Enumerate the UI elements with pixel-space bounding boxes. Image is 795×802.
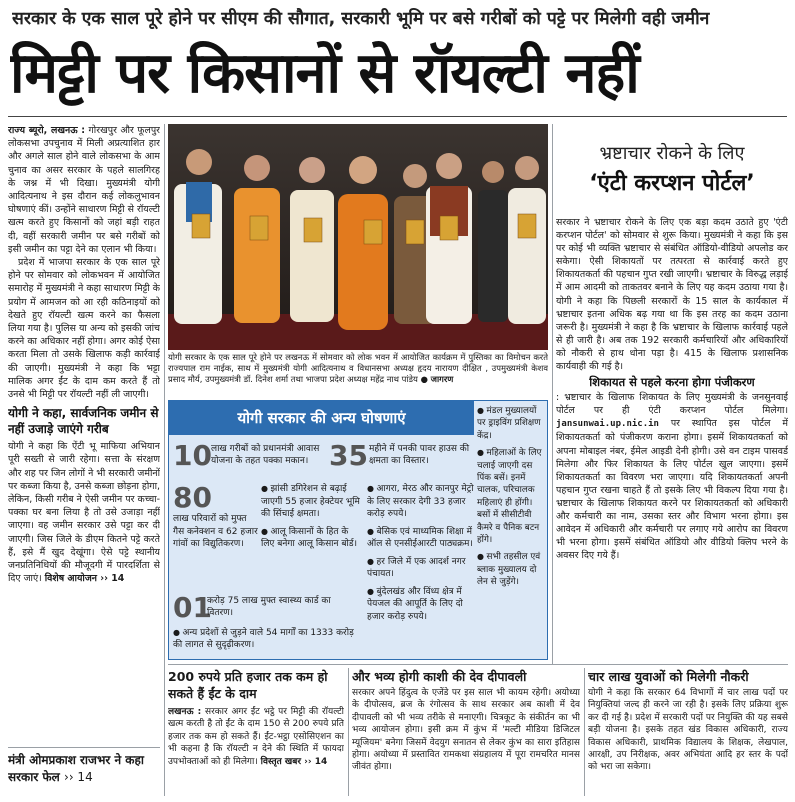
news-photo bbox=[168, 124, 548, 350]
teaser-rule bbox=[8, 747, 160, 748]
kashi-text: सरकार अपने हिंदुत्व के एजेंडे पर इस साल भी कायम रहेगी। अयोध्या के दीपोत्सव, ब्रज के रंगोत्सव के साथ सरकार अब काशी में देव दीपावली को भी भव्य तरीके से मनाएगी। चित्रकूट के संकीर्तन का भी भव्य आयोजन होगा। इसी क्रम में कुंभ में 'मल्टी मीडिया डिजिटल म्यूजियम' बनेगा जिसमें वेदयुग सनातन से लेकर कुंभ का सारा इतिहास होगा। अयोध्या में प्रस्तावित रामकथा संग्रहालय में पूरा रामचरित मानस जीवंत होगा। bbox=[352, 688, 580, 773]
kashi-story bbox=[352, 668, 580, 798]
anti-corruption-body bbox=[556, 216, 788, 664]
announcement-text-3: लाख परिवारों को मुफ्त गैस कनेक्शन व 62 हजार गांवों का विद्युतिकरण। bbox=[173, 514, 258, 549]
brick-price-dateline: लखनऊ : bbox=[168, 707, 202, 717]
brick-price-text bbox=[168, 706, 344, 768]
announcement-num-4: 01 bbox=[173, 591, 212, 624]
announcement-bullet-10: ● सभी तहसील एवं ब्लाक मुख्यालय दो लेन से जुड़ेंगे। bbox=[477, 551, 545, 588]
announcement-item-4 bbox=[173, 591, 361, 625]
announcement-text-4: करोड़ 75 लाख मुफ्त स्वास्थ्य कार्ड का वितरण। bbox=[207, 596, 331, 618]
announcement-text-2: महीने में पनकी पावर हाउस की क्षमता का विस्तार। bbox=[369, 444, 470, 466]
teaser-ref: ›› 14 bbox=[64, 770, 93, 784]
dateline: राज्य ब्यूरो, लखनऊ : bbox=[8, 125, 86, 136]
announcement-bullet-9: ● महिलाओं के लिए चलाई जाएगी दस पिंक बसें। इनमें चालक, परिचालक महिलाएं ही होंगी। बसों में सीसीटीवी कैमरे व पैनिक बटन होंगे। bbox=[477, 447, 545, 546]
bottom-rule bbox=[168, 664, 788, 665]
anti-corruption-title-1: भ्रष्टाचार रोकने के लिए bbox=[599, 143, 745, 164]
announcement-bullet-6: ● बुंदेलखंड और विंध्य क्षेत्र में पेयजल की आपूर्ति के लिए दो हजार करोड़ रुपये। bbox=[367, 586, 475, 624]
lead-column bbox=[8, 124, 160, 744]
registration-text-b: पर स्थापित इस पोर्टल में शिकायतकर्ता को पंजीकरण कराना होगा। इसमें शिकायतकर्ता को अपना मोबाइल नंबर, ईमेल आइडी देनी होगी। उसे वन टाइम पासवर्ड मिलेगा और फिर शिकायत के लिए पोर्टल खुल जाएगा। इसमें शिकायतकर्ता का विवरण भरा जाएगा। यदि शिकायतकर्ता अपनी पहचान गुप्त रखना चाहते हैं तो इसके लिए भी विकल्प दिया गया है। भ्रष्टाचार के खिलाफ शिकायत करने पर शिकायतकर्ता को अधिकारी और कर्मचारी का नाम, उसका स्तर और विभाग भरना होगा। इस आवेदन में अधिकारी और कर्मचारी पर लगाए गये आरोप का विवरण भी भरना होगा। इसमें संबंधित ऑडियो और वीडियो क्लिप भरने के अवसर दिए गये हैं। bbox=[556, 418, 788, 562]
portal-url[interactable]: jansunwai.up.nic.in bbox=[556, 419, 659, 430]
brick-price-ref[interactable]: विस्तृत खबर ›› 14 bbox=[260, 756, 328, 767]
jobs-headline: चार लाख युवाओं को मिलेगी नौकरी bbox=[588, 669, 749, 684]
announcement-num-1: 10 bbox=[173, 439, 212, 472]
lead-subhead: योगी ने कहा, सार्वजनिक जमीन से नहीं उजाड़े जाएंगे गरीब bbox=[8, 406, 159, 437]
announcement-item-2 bbox=[329, 441, 475, 477]
photo-caption-text: योगी सरकार के एक साल पूरे होने पर लखनऊ में सोमवार को लोक भवन में आयोजित कार्यक्रम में पुस्तिका का विमोचन करते राज्यपाल राम नाईक, साथ में मुख्यमंत्री योगी आदित्यनाथ व विधानसभा अध्यक्ष हृदय नारायण दीक्षित , उपमुख्यमंत्री केशव प्रसाद मौर्य, उपमुख्यमंत्री डॉ. दिनेश शर्मा तथा भाजपा प्रदेश अध्यक्ष महेंद्र नाथ पांडेय bbox=[168, 352, 548, 384]
lead-para-3-ref[interactable]: विशेष आयोजन ›› 14 bbox=[44, 573, 125, 585]
col-rule-2 bbox=[552, 124, 553, 664]
registration-subhead: शिकायत से पहले करना होगा पंजीकरण bbox=[589, 375, 755, 390]
photo-credit: ● जागरण bbox=[420, 374, 454, 384]
announcement-bullets-mid bbox=[261, 483, 361, 551]
lead-para-2: प्रदेश में भाजपा सरकार के एक साल पूरे होने पर सोमवार को लोकभवन में आयोजित समारोह में मुख्यमंत्री ने कहा साधारण मिट्टी के प्रयोग में आमजन को आ रही कठिनाइयों को देखते हुए रॉयल्टी खत्म करने का फैसला लिया गया है। पुलिस या अन्य को इसकी जांच करने का अधिकार नहीं होगा। अगर कोई ऐसा करता मिला तो उसके खिलाफ कड़ी कार्रवाई की जाएगी। मुख्यमंत्री ने कहा कि भट्टा मालिक अगर ईंट के दाम कम करते हैं तो उनसे भी मिट्टी पर रॉयल्टी नहीं ली जाएगी। bbox=[8, 257, 160, 401]
anti-corruption-para-1: सरकार ने भ्रष्टाचार रोकने के लिए एक बड़ा कदम उठाते हुए 'एंटी करप्शन पोर्टल' को सोमवार से शुरू किया। मुख्यमंत्री ने कहा कि इस पर कोई भी व्यक्ति भ्रष्टाचार से संबंधित ऑडियो-वीडियो अपलोड कर सकेगा। ऐसी शिकायतों पर तत्परता से कार्रवाई करते हुए शिकायतकर्ता की पहचान गुप्त रखी जाएगी। भ्रष्टाचार के विरुद्ध लड़ाई में आम आदमी को ताकतवर बनाने के लिए यह कदम उठाया गया है। योगी ने कहा कि पिछली सरकारों के 15 साल के कार्यकाल में भ्रष्टाचार इतना अधिक बढ़ गया था कि इस तरह का कदम उठाना जरूरी है। मुख्यमंत्री ने कहा है कि भ्रष्टाचार के खिलाफ कार्रवाई पहले से ही जारी है। अब तक 192 सरकारी कर्मचारियों और अधिकारियों को नौकरी से हाथ धोना पड़ा है। 415 के खिलाफ प्रशासनिक कार्यवाही की गई है। bbox=[556, 217, 788, 373]
lead-para-3 bbox=[8, 440, 160, 585]
photo-illustration bbox=[168, 124, 548, 350]
registration-text-a: : भ्रष्टाचार के खिलाफ शिकायत के लिए मुख्यमंत्री के जनसुनवाई पोर्टल पर ही एंटी करप्शन पोर्टल मिलेगा। bbox=[556, 392, 788, 417]
lead-para-1-text: गोरखपुर और फूलपुर लोकसभा उपचुनाव में मिली अप्रत्याशित हार और अगले साल होने वाले लोकसभा के आम चुनाव का असर सरकार के पहले सालगिरह के जश्न में भी दिखा। मुख्यमंत्री योगी आदित्यनाथ ने इस दौरान कई लोकलुभावन घोषणाएं कीं। उन्होंने साधारण मिट्टी से रॉयल्टी खत्म करते हुए किसानों को जहां बड़ी राहत दी, वहीं सरकारी जमीन पर बसे गरीबों को इसी जमीन का पट्टा देने का एलान भी किया। bbox=[8, 125, 160, 255]
announcement-num-3: 80 bbox=[173, 481, 212, 514]
photo-caption bbox=[168, 352, 548, 396]
anti-corruption-title-2: ‘एंटी करप्शन पोर्टल’ bbox=[589, 171, 755, 196]
anti-corruption-title bbox=[556, 140, 788, 212]
announcement-bullet-5: ● हर जिले में एक आदर्श नगर पंचायत। bbox=[367, 556, 475, 581]
announcement-bullet-7: ● अन्य प्रदेशों से जुड़ने वाले 54 मार्गों का 1333 करोड़ की लागत से सुदृढ़ीकरण। bbox=[173, 627, 361, 651]
announcement-bullet-8: ● मंडल मुख्यालयों पर ड्राइविंग प्रशिक्षण केंद्र। bbox=[477, 405, 545, 442]
announcement-bullet-1: ● झांसी डगिरेशन से बढ़ाई जाएगी 55 हजार हेक्टेयर भूमि की सिंचाई क्षमता। bbox=[261, 483, 361, 521]
anti-corruption-para-2 bbox=[556, 391, 788, 562]
announcement-num-2: 35 bbox=[329, 439, 368, 472]
lead-para-3-text: योगी ने कहा कि ऐंटी भू माफिया अभियान पूरी सख्ती से जारी रहेगा। सत्ता के संरक्षण और शह पर जिन लोगों ने भी सरकारी जमीनों पर कब्जा किया है, उनसे कब्जा छोड़ना होगा, लेकिन, किसी गरीब ने ऐसी जमीन पर कच्चा-पक्का घर बना लिया है तो उसे उजाड़ा नहीं जाएगा। वह जमीन सरकार उसे पट्टा कर दी जाएगी। जिस जिले के डीएम कितने पट्टे करते हैं, इसे मैं खुद देखूंगा। ऐसे पट्टे स्थानीय जनप्रतिनिधियों की मौजूदगी में पारदर्शिता से दिए जाएं। bbox=[8, 441, 160, 585]
headline-rule bbox=[8, 116, 787, 117]
lead-para-1 bbox=[8, 124, 160, 256]
announcements-box bbox=[168, 400, 548, 660]
col-rule-4 bbox=[584, 668, 585, 796]
announcement-item-3 bbox=[173, 483, 259, 593]
kicker: सरकार के एक साल पूरे होने पर सीएम की सौगात, सरकारी भूमि पर बसे गरीबों को पट्टे पर मिलेगी वही जमीन bbox=[12, 9, 710, 29]
teaser-text: मंत्री ओमप्रकाश राजभर ने कहा सरकार फेल bbox=[8, 753, 145, 784]
jobs-story bbox=[588, 668, 788, 798]
announcement-text-1: लाख गरीबों को प्रधानमंत्री आवास योजना के तहत पक्का मकान। bbox=[211, 444, 320, 466]
jobs-text: योगी ने कहा कि सरकार 64 विभागों में चार लाख पदों पर नियुक्तियां जल्द ही करने जा रही है। इसके लिए प्रक्रिया शुरू कर दी गई है। प्रदेश में सरकारी पदों पर नियुक्ति की यह सबसे बड़ी योजना है। इसके तहत खंड विकास अधिकारी, राज्य विकास अधिकारी, प्राथमिक विद्यालय के शिक्षक, लेखपाल, आरक्षी, उप निरीक्षक, अवर अभियंता आदि हर स्तर के पदों को भरा जा सकेगा। bbox=[588, 688, 788, 773]
announcement-bullet-4: ● बेसिक एवं माध्यमिक शिक्षा में ऑल से एनसीईआरटी पाठ्यक्रम। bbox=[367, 526, 475, 551]
col-rule-1 bbox=[164, 124, 165, 796]
brick-price-body: सरकार अगर ईंट भट्ठे पर मिट्टी की रॉयल्टी खत्म करती है तो ईंट के दाम 150 से 200 रुपये प्रति हजार तक कम हो सकते हैं। ईंट-भट्ठा एसोसिएशन का भी कहना है कि रॉयल्टी न देने की स्थिति में फायदा उपभोक्ताओं को ही मिलेगा। bbox=[168, 707, 344, 767]
teaser[interactable] bbox=[8, 752, 160, 796]
announcement-bullet-2: ● आलू किसानों के हित के लिए बनेगा आलू किसान बोर्ड। bbox=[261, 526, 361, 551]
announcements-title: योगी सरकार की अन्य घोषणाएं bbox=[169, 401, 474, 435]
announcement-bullets-side bbox=[477, 405, 545, 589]
announcement-item-1 bbox=[173, 441, 333, 477]
kashi-headline: और भव्य होगी काशी की देव दीपावली bbox=[352, 669, 527, 684]
announcement-bullets-right bbox=[367, 483, 475, 623]
brick-price-headline: 200 रुपये प्रति हजार तक कम हो सकते हैं ईंट के दाम bbox=[168, 669, 328, 701]
announcement-bullet-3: ● आगरा, मेरठ और कानपुर मेट्रो के लिए सरकार देगी 33 हजार करोड़ रुपये। bbox=[367, 483, 475, 521]
headline: मिट्टी पर किसानों से रॉयल्टी नहीं bbox=[10, 41, 639, 106]
col-rule-3 bbox=[348, 668, 349, 796]
brick-price-story bbox=[168, 668, 344, 798]
